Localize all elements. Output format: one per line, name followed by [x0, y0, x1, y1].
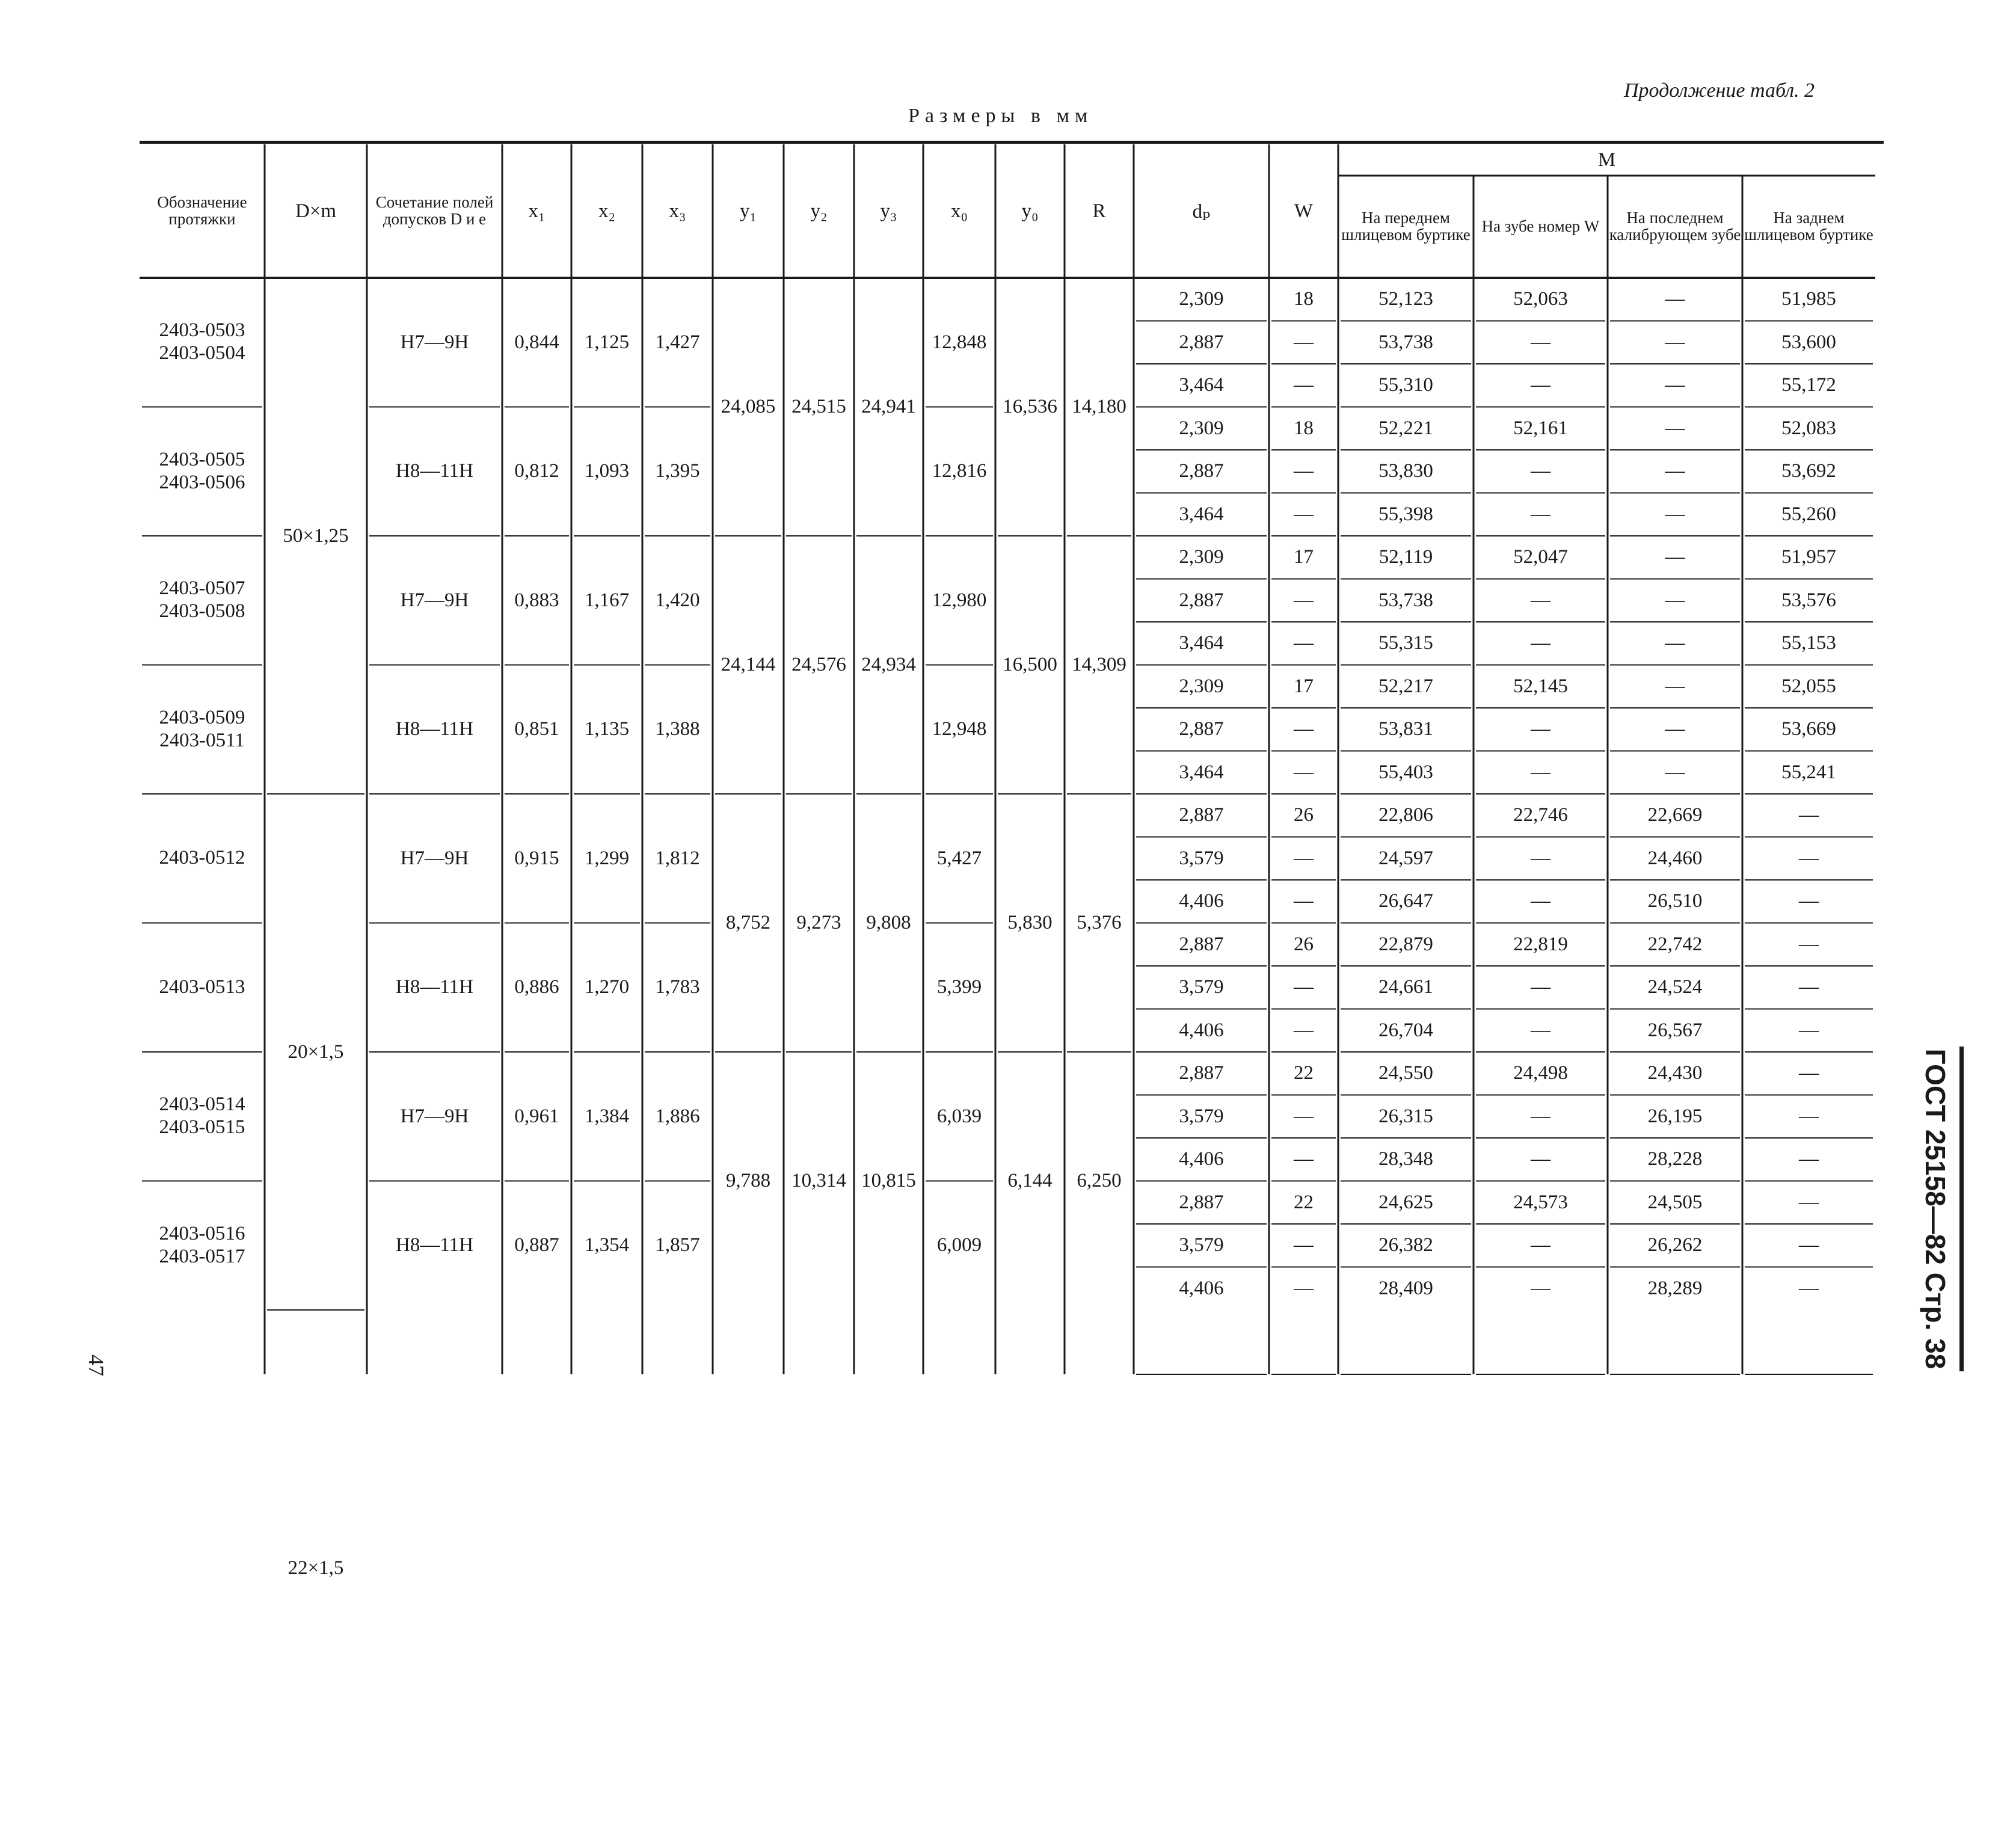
- cell-m-tooth: —: [1531, 1148, 1550, 1170]
- cell-m-rear: —: [1799, 1277, 1819, 1299]
- cell-tolerance: H8—11H: [396, 976, 473, 998]
- cell-dp: 3,579: [1179, 1234, 1224, 1256]
- cell-W: —: [1294, 374, 1314, 396]
- cell-dp: 2,887: [1179, 460, 1224, 482]
- cell-m-tooth: —: [1531, 847, 1550, 869]
- cell-tolerance: H7—9H: [400, 1105, 469, 1127]
- cell-x3: 1,388: [655, 718, 700, 740]
- cell-m-tooth: 24,573: [1513, 1191, 1568, 1213]
- cell-x0: 5,427: [936, 847, 982, 869]
- cell-x3: 1,857: [655, 1234, 700, 1256]
- cell-m-tooth: 52,063: [1513, 288, 1568, 310]
- cell-x1: 0,887: [514, 1234, 559, 1256]
- cell-R: 5,376: [1077, 912, 1122, 933]
- cell-x1: 0,915: [514, 847, 559, 869]
- cell-x3: 1,427: [655, 331, 700, 353]
- cell-m-front: 53,831: [1378, 718, 1433, 740]
- side-rule: [1959, 1047, 1964, 1371]
- cell-m-front: 55,310: [1378, 374, 1433, 396]
- cell-R: 14,180: [1072, 396, 1126, 417]
- cell-m-front: 26,382: [1378, 1234, 1433, 1256]
- cell-x0: 12,948: [932, 718, 987, 740]
- cell-m-tooth: —: [1531, 503, 1550, 525]
- cell-R: 6,250: [1077, 1170, 1122, 1191]
- cell-m-tooth: —: [1531, 761, 1550, 783]
- cell-y0: 16,500: [1003, 654, 1057, 675]
- header-x2: x₂: [598, 200, 615, 222]
- cell-W: —: [1294, 503, 1314, 525]
- cell-m-tooth: —: [1531, 718, 1550, 740]
- cell-m-rear: 52,055: [1781, 675, 1836, 697]
- cell-W: 22: [1294, 1062, 1314, 1084]
- cell-dp: 2,887: [1179, 718, 1224, 740]
- cell-m-last: —: [1665, 374, 1685, 396]
- cell-m-rear: 53,576: [1781, 589, 1836, 611]
- cell-dp: 2,309: [1179, 288, 1224, 310]
- cell-x2: 1,299: [584, 847, 630, 869]
- cell-x1: 0,844: [514, 331, 559, 353]
- cell-m-last: —: [1665, 761, 1685, 783]
- cell-y2: 9,273: [796, 912, 841, 933]
- cell-m-rear: —: [1799, 890, 1819, 912]
- cell-m-rear: 51,985: [1781, 288, 1836, 310]
- cell-m-tooth: 52,161: [1513, 417, 1568, 439]
- page-number-text: 47: [84, 1354, 108, 1376]
- cell-dp: 3,464: [1179, 503, 1224, 525]
- cell-m-rear: 53,669: [1781, 718, 1836, 740]
- cell-W: —: [1294, 632, 1314, 654]
- cell-W: 26: [1294, 933, 1314, 955]
- cell-y1: 8,752: [725, 912, 771, 933]
- cell-x1: 0,886: [514, 976, 559, 998]
- cell-m-rear: 55,241: [1781, 761, 1836, 783]
- header-y3: y₃: [880, 200, 897, 222]
- cell-m-last: 22,669: [1647, 804, 1703, 826]
- cell-designation: 2403-0503 2403-0504: [159, 319, 245, 364]
- cell-m-front: 28,409: [1378, 1277, 1433, 1299]
- cell-m-rear: —: [1799, 1105, 1819, 1127]
- cell-m-front: 26,315: [1378, 1105, 1433, 1127]
- cell-m-last: —: [1665, 546, 1685, 568]
- cell-W: 18: [1294, 288, 1314, 310]
- page-number: [72, 1347, 120, 1383]
- cell-m-front: 55,315: [1378, 632, 1433, 654]
- cell-dp: 2,887: [1179, 589, 1224, 611]
- cell-m-tooth: —: [1531, 589, 1550, 611]
- cell-m-rear: 52,083: [1781, 417, 1836, 439]
- cell-dm: 50×1,25: [283, 524, 349, 547]
- cell-m-rear: —: [1799, 1019, 1819, 1041]
- cell-m-front: 26,647: [1378, 890, 1433, 912]
- cell-x3: 1,886: [655, 1105, 700, 1127]
- cell-designation: 2403-0513: [159, 976, 245, 998]
- cell-designation: 2403-0509 2403-0511: [159, 706, 245, 751]
- cell-dp: 4,406: [1179, 1019, 1224, 1041]
- cell-x0: 12,816: [932, 460, 987, 482]
- cell-designation: 2403-0516 2403-0517: [159, 1222, 245, 1267]
- cell-m-rear: 51,957: [1781, 546, 1836, 568]
- cell-m-tooth: —: [1531, 1105, 1550, 1127]
- cell-m-front: 53,738: [1378, 331, 1433, 353]
- cell-W: 18: [1294, 417, 1314, 439]
- cell-m-last: 28,228: [1647, 1148, 1703, 1170]
- cell-x1: 0,883: [514, 589, 559, 611]
- cell-tolerance: H8—11H: [396, 460, 473, 482]
- cell-m-rear: 55,260: [1781, 503, 1836, 525]
- cell-dp: 4,406: [1179, 890, 1224, 912]
- cell-W: —: [1294, 589, 1314, 611]
- side-label-text: ГОСТ 25158—82 Стр. 38: [1919, 1048, 1951, 1370]
- cell-m-front: 24,550: [1378, 1062, 1433, 1084]
- cell-dp: 3,464: [1179, 374, 1224, 396]
- cell-designation: 2403-0505 2403-0506: [159, 448, 245, 493]
- units-note: Размеры в мм: [908, 105, 1093, 127]
- cell-y2: 10,314: [791, 1170, 846, 1191]
- cell-dp: 2,887: [1179, 331, 1224, 353]
- table-top-rule: [140, 141, 1884, 144]
- cell-m-rear: —: [1799, 976, 1819, 998]
- cell-m-rear: 55,153: [1781, 632, 1836, 654]
- cell-W: —: [1294, 761, 1314, 783]
- cell-m-last: 24,505: [1647, 1191, 1703, 1213]
- cell-m-front: 22,879: [1378, 933, 1433, 955]
- cell-y0: 16,536: [1003, 396, 1057, 417]
- cell-m-rear: 55,172: [1781, 374, 1836, 396]
- cell-m-front: 28,348: [1378, 1148, 1433, 1170]
- cell-m-rear: —: [1799, 847, 1819, 869]
- table-caption: Продолжение табл. 2: [1624, 79, 1815, 102]
- cell-m-front: 24,661: [1378, 976, 1433, 998]
- cell-x2: 1,270: [584, 976, 630, 998]
- header-y1: y₁: [739, 200, 757, 222]
- cell-m-front: 55,403: [1378, 761, 1433, 783]
- cell-dp: 4,406: [1179, 1277, 1224, 1299]
- cell-x1: 0,851: [514, 718, 559, 740]
- cell-W: —: [1294, 976, 1314, 998]
- cell-x1: 0,812: [514, 460, 559, 482]
- cell-W: —: [1294, 1148, 1314, 1170]
- cell-dp: 2,309: [1179, 675, 1224, 697]
- header-m-front: На переднем шлицевом буртике: [1341, 209, 1471, 244]
- cell-designation: 2403-0514 2403-0515: [159, 1093, 245, 1139]
- cell-m-last: 28,289: [1647, 1277, 1703, 1299]
- header-tolerance: Сочетание полей допусков D и e: [375, 193, 494, 228]
- cell-m-last: —: [1665, 331, 1685, 353]
- cell-m-last: —: [1665, 417, 1685, 439]
- header-x3: x₃: [669, 200, 686, 222]
- cell-W: 22: [1294, 1191, 1314, 1213]
- cell-m-tooth: —: [1531, 331, 1550, 353]
- cell-W: —: [1294, 1019, 1314, 1041]
- header-x0: x₀: [950, 200, 968, 222]
- cell-m-front: 53,830: [1378, 460, 1433, 482]
- header-designation: Обозначение протяжки: [157, 193, 247, 228]
- cell-x2: 1,093: [584, 460, 630, 482]
- cell-y1: 24,085: [721, 396, 776, 417]
- cell-y1: 9,788: [725, 1170, 771, 1191]
- cell-m-rear: —: [1799, 1148, 1819, 1170]
- cell-dp: 2,887: [1179, 933, 1224, 955]
- cell-dp: 2,309: [1179, 417, 1224, 439]
- header-dm: D×m: [295, 200, 337, 222]
- cell-W: —: [1294, 460, 1314, 482]
- cell-m-front: 22,806: [1378, 804, 1433, 826]
- cell-m-last: 26,510: [1647, 890, 1703, 912]
- cell-x0: 5,399: [936, 976, 982, 998]
- cell-x0: 6,009: [936, 1234, 982, 1256]
- cell-dp: 2,887: [1179, 1191, 1224, 1213]
- cell-y0: 5,830: [1007, 912, 1053, 933]
- cell-m-rear: 53,692: [1781, 460, 1836, 482]
- cell-W: —: [1294, 890, 1314, 912]
- cell-tolerance: H7—9H: [400, 331, 469, 353]
- cell-y2: 24,576: [791, 654, 846, 675]
- cell-m-last: —: [1665, 460, 1685, 482]
- cell-m-tooth: —: [1531, 1019, 1550, 1041]
- side-label: [1907, 1047, 1964, 1371]
- cell-dp: 2,887: [1179, 804, 1224, 826]
- cell-m-rear: —: [1799, 804, 1819, 826]
- cell-m-front: 52,221: [1378, 417, 1433, 439]
- header-dp: dₚ: [1192, 201, 1211, 223]
- cell-tolerance: H7—9H: [400, 589, 469, 611]
- cell-y3: 24,941: [861, 396, 916, 417]
- cell-tolerance: H8—11H: [396, 718, 473, 740]
- cell-m-rear: —: [1799, 1062, 1819, 1084]
- cell-m-tooth: —: [1531, 976, 1550, 998]
- cell-x0: 12,980: [932, 589, 987, 611]
- header-y0: y₀: [1021, 200, 1039, 222]
- cell-W: —: [1294, 1234, 1314, 1256]
- cell-m-front: 52,217: [1378, 675, 1433, 697]
- cell-m-last: —: [1665, 589, 1685, 611]
- cell-m-last: —: [1665, 675, 1685, 697]
- cell-R: 14,309: [1072, 654, 1126, 675]
- cell-y3: 9,808: [866, 912, 911, 933]
- cell-m-last: 24,524: [1647, 976, 1703, 998]
- cell-m-last: 26,195: [1647, 1105, 1703, 1127]
- header-R: R: [1092, 200, 1106, 222]
- cell-y0: 6,144: [1007, 1170, 1053, 1191]
- header-m-last: На последнем калибрующем зубе: [1609, 209, 1741, 244]
- cell-m-rear: —: [1799, 1234, 1819, 1256]
- cell-dp: 3,464: [1179, 632, 1224, 654]
- cell-x1: 0,961: [514, 1105, 559, 1127]
- cell-x2: 1,167: [584, 589, 630, 611]
- cell-m-last: 26,567: [1647, 1019, 1703, 1041]
- header-m-rear: На заднем шлицевом буртике: [1744, 209, 1873, 244]
- cell-m-rear: —: [1799, 933, 1819, 955]
- cell-W: —: [1294, 847, 1314, 869]
- cell-x3: 1,395: [655, 460, 700, 482]
- cell-m-rear: —: [1799, 1191, 1819, 1213]
- cell-y3: 10,815: [861, 1170, 916, 1191]
- cell-m-front: 52,123: [1378, 288, 1433, 310]
- header-M: M: [1597, 149, 1616, 171]
- cell-m-last: —: [1665, 503, 1685, 525]
- cell-x3: 1,783: [655, 976, 700, 998]
- cell-m-tooth: —: [1531, 890, 1550, 912]
- cell-m-front: 53,738: [1378, 589, 1433, 611]
- cell-dp: 3,579: [1179, 1105, 1224, 1127]
- cell-dp: 3,579: [1179, 847, 1224, 869]
- cell-m-last: —: [1665, 288, 1685, 310]
- cell-m-front: 26,704: [1378, 1019, 1433, 1041]
- cell-m-tooth: —: [1531, 460, 1550, 482]
- cell-W: —: [1294, 331, 1314, 353]
- cell-W: 26: [1294, 804, 1314, 826]
- cell-m-last: —: [1665, 632, 1685, 654]
- cell-x2: 1,384: [584, 1105, 630, 1127]
- cell-designation: 2403-0512: [159, 847, 245, 869]
- cell-m-last: 24,460: [1647, 847, 1703, 869]
- cell-m-tooth: —: [1531, 374, 1550, 396]
- cell-x2: 1,135: [584, 718, 630, 740]
- cell-m-front: 24,625: [1378, 1191, 1433, 1213]
- cell-m-tooth: 22,819: [1513, 933, 1568, 955]
- cell-dp: 2,887: [1179, 1062, 1224, 1084]
- cell-m-rear: 53,600: [1781, 331, 1836, 353]
- cell-dm: 22×1,5: [287, 1557, 344, 1579]
- cell-x3: 1,812: [655, 847, 700, 869]
- cell-m-last: 26,262: [1647, 1234, 1703, 1256]
- cell-m-last: —: [1665, 718, 1685, 740]
- cell-designation: 2403-0507 2403-0508: [159, 577, 245, 622]
- cell-x0: 12,848: [932, 331, 987, 353]
- cell-m-front: 55,398: [1378, 503, 1433, 525]
- cell-x2: 1,125: [584, 331, 630, 353]
- cell-tolerance: H8—11H: [396, 1234, 473, 1256]
- cell-dp: 3,464: [1179, 761, 1224, 783]
- cell-W: 17: [1294, 546, 1314, 568]
- cell-dp: 4,406: [1179, 1148, 1224, 1170]
- cell-dp: 3,579: [1179, 976, 1224, 998]
- cell-tolerance: H7—9H: [400, 847, 469, 869]
- cell-x0: 6,039: [936, 1105, 982, 1127]
- cell-m-tooth: —: [1531, 632, 1550, 654]
- cell-x2: 1,354: [584, 1234, 630, 1256]
- cell-m-front: 24,597: [1378, 847, 1433, 869]
- cell-m-last: 22,742: [1647, 933, 1703, 955]
- cell-W: —: [1294, 1105, 1314, 1127]
- header-W: W: [1294, 200, 1314, 222]
- cell-m-tooth: 52,145: [1513, 675, 1568, 697]
- cell-y3: 24,934: [861, 654, 916, 675]
- cell-y2: 24,515: [791, 396, 846, 417]
- cell-W: 17: [1294, 675, 1314, 697]
- cell-W: —: [1294, 718, 1314, 740]
- cell-m-front: 52,119: [1378, 546, 1433, 568]
- cell-m-tooth: 52,047: [1513, 546, 1568, 568]
- cell-m-tooth: 24,498: [1513, 1062, 1568, 1084]
- header-x1: x₁: [528, 200, 545, 222]
- header-m-tooth: На зубе номер W: [1481, 217, 1600, 236]
- cell-x3: 1,420: [655, 589, 700, 611]
- cell-m-tooth: 22,746: [1513, 804, 1568, 826]
- cell-m-tooth: —: [1531, 1277, 1550, 1299]
- cell-m-last: 24,430: [1647, 1062, 1703, 1084]
- cell-m-tooth: —: [1531, 1234, 1550, 1256]
- cell-dm: 20×1,5: [287, 1041, 344, 1063]
- header-y2: y₂: [810, 200, 828, 222]
- cell-dp: 2,309: [1179, 546, 1224, 568]
- cell-y1: 24,144: [721, 654, 776, 675]
- cell-W: —: [1294, 1277, 1314, 1299]
